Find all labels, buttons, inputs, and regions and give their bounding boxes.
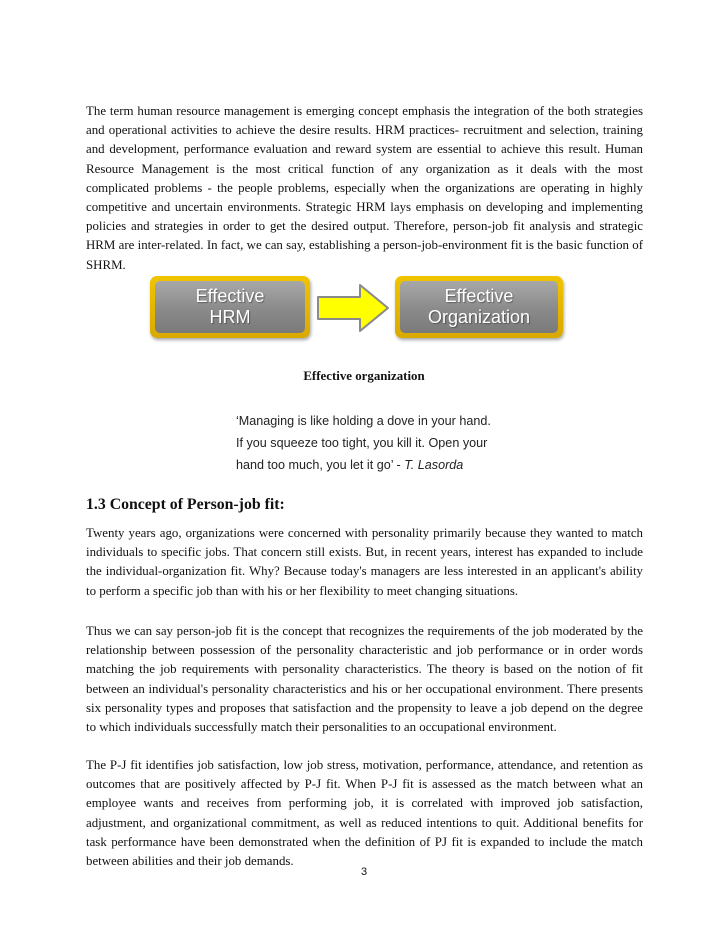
page-number: 3	[360, 866, 368, 878]
quote-line-3: hand too much, you let it go’ -	[236, 458, 405, 472]
person-job-fit-paragraph-2: Thus we can say person-job fit is the concept that recognizes the requirements of the job moderated by the relationship between possession of the personality characteristic and job performance or in order words matching the job requirements with personality characteristics. The theory is based on the notion of fit between an individual's personality characteristics and his or her occupational environment. There presents six personality types and proposes that satisfaction and the propensity to leave a job depend on the degree to which individuals successfully match their personalities to an occupational environment.	[86, 624, 643, 735]
figure-caption: Effective organization	[303, 369, 425, 383]
effective-organization-line2: Organization	[427, 307, 531, 327]
effective-hrm-line2: HRM	[209, 307, 251, 327]
person-job-fit-paragraph-3: The P-J fit identifies job satisfaction, low job stress, motivation, performance, attendance, and retention as outcomes that are positively affected by P-J fit. When P-J fit is assessed as the match between what an employee wants and receives from performing job, it is correlated with improved job satisfaction, adjustment, and organizational commitment, as well as reduced intentions to quit. Additional benefits for task performance have been demonstrated when the definition of PJ fit is expanded to include the match between abilities and their job demands.	[86, 758, 643, 869]
quote-line-1: ‘Managing is like holding a dove in your hand.	[236, 414, 491, 428]
effective-hrm-diagram	[150, 273, 570, 345]
person-job-fit-paragraph-1: Twenty years ago, organizations were concerned with personality primarily because they wanted to match individuals to specific jobs. That concern still exists. But, in recent years, interest has expanded to include the individual-organization fit. Why? Because today's managers are less interested in an applicant's ability to perform a specific job than with his or her flexibility to meet changing situations.	[86, 526, 643, 598]
quote-block	[236, 410, 536, 476]
effective-organization-box	[395, 276, 563, 338]
effective-hrm-box	[150, 276, 310, 338]
section-heading: 1.3 Concept of Person-job fit:	[86, 496, 285, 513]
effective-hrm-line1: Effective	[195, 286, 265, 306]
quote-author: T. Lasorda	[404, 458, 464, 472]
intro-paragraph: The term human resource management is emerging concept emphasis the integration of the both strategies and operational activities to achieve the desire results. HRM practices- recruitment and selection, training and development, performance evaluation and reward system are essential to achieve this result. Human Resource Management is the most critical function of any organization as it deals with the most complicated problems - the people problems, especially when the organizations are operating in highly competitive and uncertain environments. Strategic HRM lays emphasis on developing and implementing policies and strategies in order to get the desired output. Therefore, person-job fit analysis and strategic HRM are inter-related. In fact, we can say, establishing a person-job-environment fit is the basic function of SHRM.	[86, 104, 643, 272]
quote-line-2: If you squeeze too tight, you kill it. Open your	[236, 436, 488, 450]
right-arrow-icon	[316, 283, 390, 333]
effective-organization-line1: Effective	[444, 286, 514, 306]
